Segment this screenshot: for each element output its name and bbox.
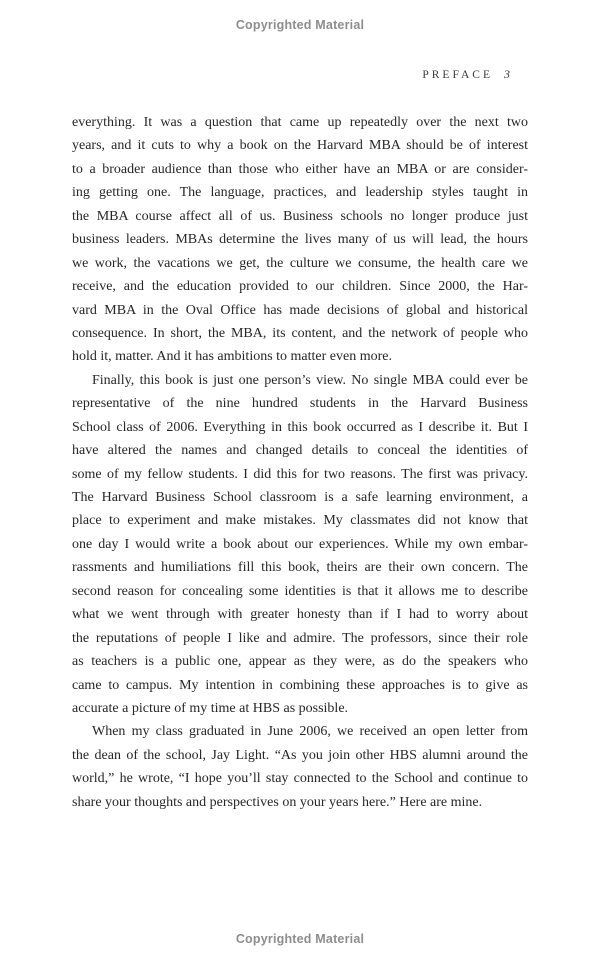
text-line: share your thoughts and perspectives on your years here.” Here are mine. — [72, 794, 483, 810]
text-line: what we went through with greater honesty than if I had to worry about — [72, 607, 528, 623]
text-line: consequence. In short, the MBA, its content, and the network of people who — [72, 325, 528, 341]
text-line: accurate a picture of my time at HBS as possible. — [72, 700, 349, 716]
text-line: came to campus. My intention in combining these approaches is to give as — [72, 677, 528, 693]
text-line: the MBA course affect all of us. Business schools no longer produce just — [72, 208, 528, 224]
text-line: ing getting one. The language, practices, and leadership styles taught in — [72, 185, 528, 201]
text-line: everything. It was a question that came up repeatedly over the next two — [72, 115, 528, 130]
text-line: hold it, matter. And it has ambitions to matter even more. — [72, 349, 392, 365]
page-body-text — [72, 111, 528, 814]
text-line: some of my fellow students. I did this for two reasons. The first was privacy. — [72, 466, 528, 482]
text-line: as teachers is a public one, appear as they were, as do the speakers who — [72, 654, 528, 670]
copyright-notice-top: Copyrighted Material — [235, 18, 365, 32]
text-line: one day I would write a book about our experiences. While my own embar- — [72, 536, 528, 552]
text-line: School class of 2006. Everything in this book occurred as I describe it. But I — [72, 419, 528, 435]
text-line: the dean of the school, Jay Light. “As you join other HBS alumni around the — [72, 747, 528, 763]
text-line: rassments and humiliations fill this book, theirs are their own concern. The — [72, 560, 528, 576]
text-line: representative of the nine hundred students in the Harvard Business — [72, 396, 528, 412]
text-line: world,” he wrote, “I hope you’ll stay connected to the School and continue to — [72, 771, 528, 787]
text-line: vard MBA in the Oval Office has made decisions of global and historical — [72, 302, 528, 318]
text-line: The Harvard Business School classroom is a safe learning environment, a — [72, 490, 528, 505]
text-line: the reputations of people I like and admire. The professors, since their role — [72, 630, 528, 646]
text-line: receive, and the education provided to our children. Since 2000, the Har- — [72, 279, 528, 295]
copyright-notice-bottom: Copyrighted Material — [235, 932, 365, 946]
text-line: we work, the vacations we get, the culture we consume, the health care we — [72, 255, 528, 271]
page-number: 3 — [504, 67, 510, 81]
running-head — [0, 67, 510, 82]
text-line: to a broader audience than those who either have an MBA or are consider- — [72, 161, 528, 177]
running-head-title: PREFACE — [422, 69, 493, 81]
text-line: When my class graduated in June 2006, we received an open letter from — [92, 724, 528, 740]
text-line: business leaders. MBAs determine the lives many of us will lead, the hours — [72, 232, 528, 248]
text-line: place to experiment and make mistakes. My classmates did not know that — [72, 513, 528, 529]
text-line: have altered the names and changed details to conceal the identities of — [72, 443, 528, 459]
text-line: years, and it cuts to why a book on the Harvard MBA should be of interest — [72, 138, 528, 154]
text-line: second reason for concealing some identities is that it allows me to describe — [72, 583, 528, 599]
text-line: Finally, this book is just one person’s view. No single MBA could ever be — [92, 372, 528, 388]
